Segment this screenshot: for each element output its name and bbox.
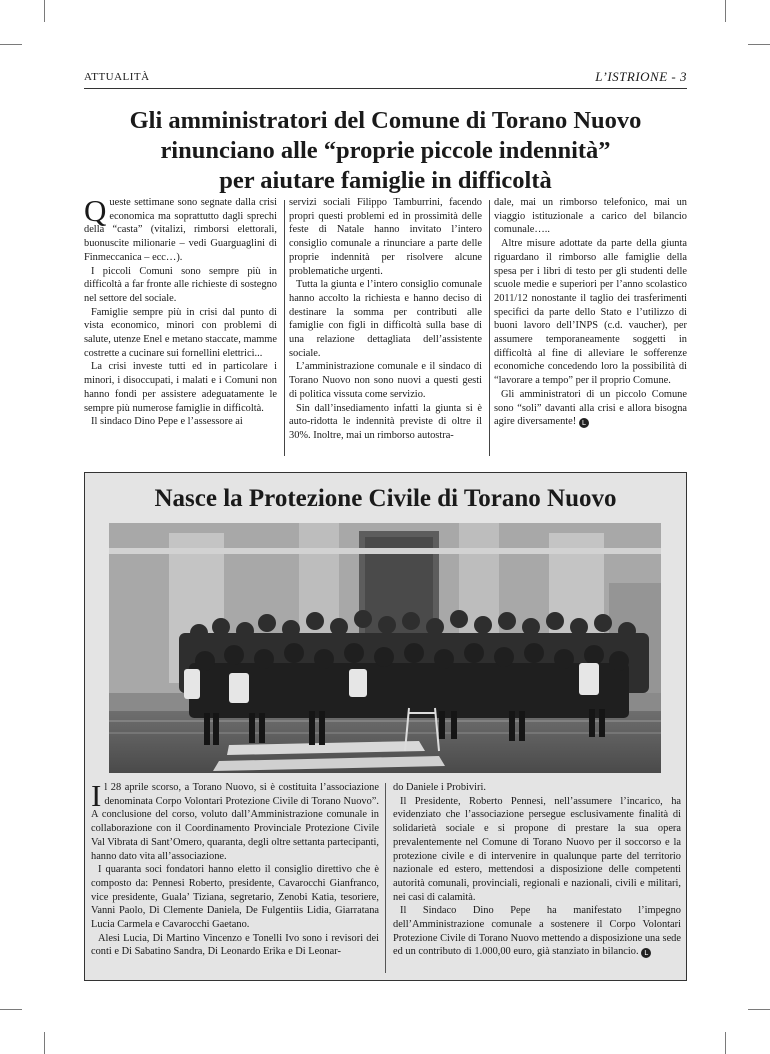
headline-line: rinunciano alle “proprie piccole indennità”: [160, 137, 611, 164]
drop-cap: Q: [84, 196, 107, 228]
article-column-1: [84, 196, 277, 458]
crop-mark: [0, 44, 22, 45]
crop-mark: [725, 0, 726, 22]
paragraph: La crisi investe tutti ed in particolare i minori, i disoccupati, i malati e i Comuni non hanno fondi per assistere adeguatamente le sempre più numerose famiglie in difficoltà.: [84, 361, 277, 414]
headline-line: per aiutare famiglie in difficoltà: [219, 167, 552, 194]
paragraph: L’amministrazione comunale e il sindaco di Torano Nuovo non sono nuovi a questi gesti di politica vissuta come servizio.: [289, 361, 482, 400]
paragraph: dale, mai un rimborso telefonico, mai un viaggio istituzionale a carico del bilancio comunale…..: [494, 197, 687, 236]
column-divider: [385, 783, 386, 973]
protezione-civile-box: [84, 472, 687, 981]
article-headline: [84, 106, 687, 196]
paragraph: do Daniele i Probiviri.: [393, 782, 486, 793]
section-label: ATTUALITÀ: [84, 71, 150, 83]
box-column-1: [91, 781, 379, 973]
box-title: Nasce la Protezione Civile di Torano Nuovo: [154, 485, 617, 512]
article-body: [84, 196, 687, 458]
magazine-page-label: L’ISTRIONE - 3: [595, 69, 687, 84]
crop-mark: [44, 1032, 45, 1054]
paragraph: Sin dall’insediamento infatti la giunta si è auto-ridotta le indennità previste di oltre il 30%. Inoltre, mai un rimborso autostra-: [289, 402, 482, 441]
box-column-2: [393, 781, 681, 973]
paragraph: servizi sociali Filippo Tamburrini, facendo propri questi problemi ed in prossimità delle feste di Natale hanno invitato l’intero consiglio comunale a rinunciare a parte delle proprie indennità per risolvere alcune problematiche urgenti.: [289, 197, 482, 277]
paragraph-text: Gli amministratori di un piccolo Comune sono “soli” davanti alla crisi e allora bisogna agire diversamente!: [494, 388, 687, 428]
article-column-3: [494, 196, 687, 458]
paragraph: [91, 781, 379, 863]
paragraph: Il sindaco Dino Pepe e l’assessore ai: [91, 416, 243, 428]
paragraph: Famiglie sempre più in crisi dal punto di vista economico, minori con problemi di salute, utenze Enel e metano staccate, mamme costrette a cucinare sui fornellini elettrici...: [84, 306, 277, 359]
group-photo-image: [109, 523, 661, 773]
paragraph: I piccoli Comuni sono sempre più in difficoltà a far fronte alle richieste di sostegno nel settore del sociale.: [84, 265, 277, 304]
crop-mark: [0, 1009, 22, 1010]
header-divider: [84, 88, 687, 89]
paragraph: [494, 388, 687, 429]
crop-mark: [748, 44, 770, 45]
paragraph-text: Il Sindaco Dino Pepe ha manifestato l’impegno dell’Amministrazione comunale a sostenere il Corpo Volontari Protezione Civile di Torano Nuovo mettendo a disposizione una sede ed un contributo di 1.000,00 euro, già stanziato in bilancio.: [393, 905, 681, 958]
paragraph-text: ueste settimane sono segnate dalla crisi economica ma soprattutto dagli sprechi della “casta” (vitalizi, rimborsi elettorali, buonuscite milionarie – vedi Guarguaglini di Finmeccanica – ecc…).: [84, 197, 277, 263]
crop-mark: [748, 1009, 770, 1010]
paragraph-text: l 28 aprile scorso, a Torano Nuovo, si è costituita l’associazione denominata Corpo Volontari Protezione Civile di Torano Nuovo”. A conclusione del corso, voluto dall’Amministrazione comunale in collaborazione con il Coordinamento Provinciale Protezione Civile Val Vibrata di Sant’Omero, quaranta, degli oltre settanta partecipanti, hanno dato vita all’associazione.: [91, 782, 379, 862]
drop-cap: I: [91, 781, 102, 813]
crop-mark: [725, 1032, 726, 1054]
paragraph: Alesi Lucia, Di Martino Vincenzo e Tonelli Ivo sono i revisori dei conti e Di Sabatino Sandra, Di Leonardo Erika e Di Leonar-: [91, 932, 379, 958]
column-divider: [284, 200, 285, 456]
crop-mark: [44, 0, 45, 22]
end-of-article-icon: L: [579, 418, 589, 428]
column-divider: [489, 200, 490, 456]
paragraph: Il Presidente, Roberto Pennesi, nell’assumere l’incarico, ha evidenziato che l’associazione persegue esclusivamente finalità di solidarietà sociale e si propone di prestare la sua opera prevalentemente nel Comune di Torano Nuovo per il soccorso e la protezione civile e di intervenire in qualunque parte del territorio nazionale ed estero, mettendosi a disposizione delle competenti autorità comunali, provinciali, regionali e nazionali, civili e militari, nei casi di calamità.: [393, 795, 681, 903]
headline-line: Gli amministratori del Comune di Torano Nuovo: [129, 107, 642, 134]
end-of-article-icon: L: [641, 948, 651, 958]
paragraph: I quaranta soci fondatori hanno eletto il consiglio direttivo che è composto da: Pennesi Roberto, presidente, Cavarocchi Gianfranco, vice presidente, Guala’ Tiziana, segretario, Zenobi Katia, tesoriere, Vanni Paolo, Di Clemente Daniela, De Fulgentiis Lidia, Giarratana Lucia Carmela e Cavarocchi Gaetano.: [91, 864, 379, 931]
paragraph: [84, 196, 277, 265]
group-photo: [109, 523, 661, 773]
article-column-2: [289, 196, 482, 458]
paragraph: Altre misure adottate da parte della giunta riguardano il rimborso alle famiglie della spesa per i libri di testo per gli studenti delle scuole medie e superiori per l’anno scolastico 2011/12 nonostante il taglio dei trasferimenti specifici da parte dello Stato e l’utilizzo di buoni lavoro dell’INPS (c.d. vaucher), per assumere temporaneamente soggetti in difficoltà al fine di alleviare le sofferenze economiche concedendo loro la possibilità di “lavorare a tempo” per il proprio Comune.: [494, 238, 687, 387]
paragraph: [393, 904, 681, 959]
paragraph: Tutta la giunta e l’intero consiglio comunale hanno accolto la richiesta e hanno deciso di destinare la somma per contributi alle famiglie con figli in difficoltà sulla base di una relazione dettagliata dell’assistente sociale.: [289, 279, 482, 359]
